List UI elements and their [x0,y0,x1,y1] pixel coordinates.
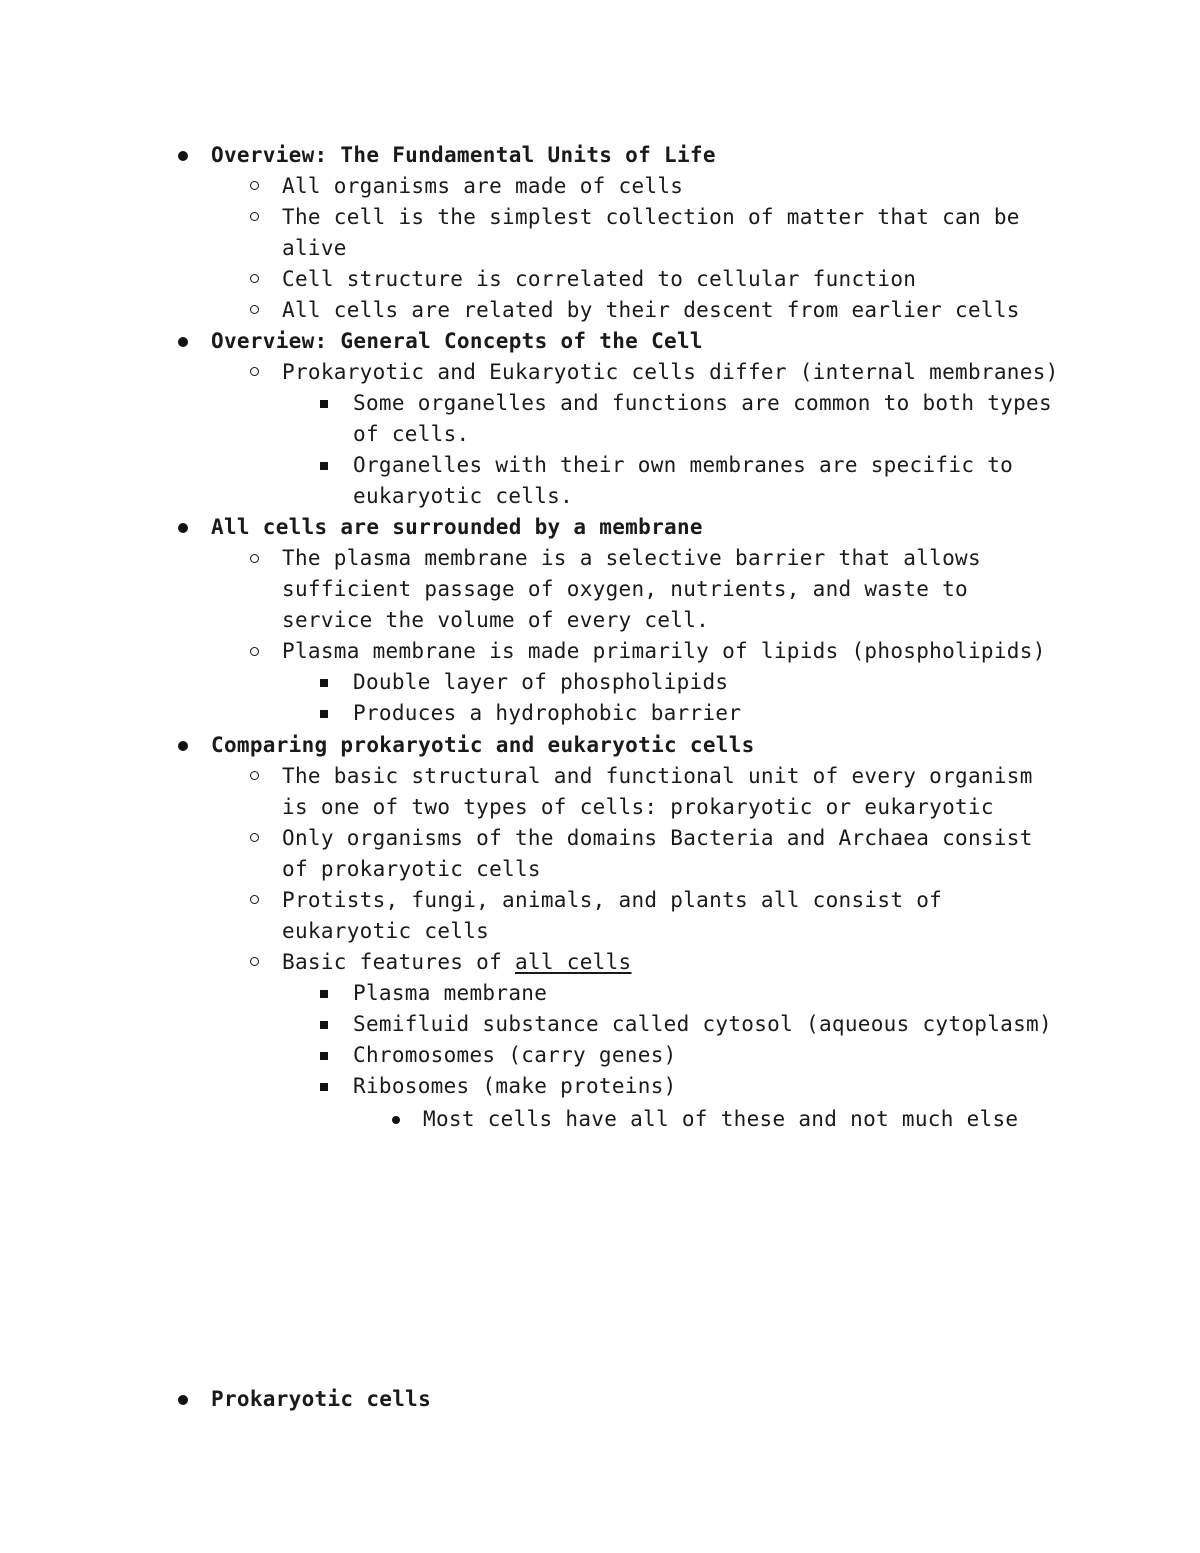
list-item: Protists, fungi, animals, and plants all consist of [282,888,943,912]
list-item-continuation: is one of two types of cells: prokaryotic or eukaryotic [282,795,994,819]
level2-bullet [250,771,259,780]
list-item-continuation: of prokaryotic cells [282,857,541,881]
list-item: Some organelles and functions are common to both types [353,391,1052,415]
level2-bullet [250,181,259,190]
list-item: Prokaryotic and Eukaryotic cells differ (internal membranes) [282,360,1059,384]
heading-overview-units: Overview: The Fundamental Units of Life [211,143,716,167]
list-item-continuation: alive [282,236,347,260]
list-item: Only organisms of the domains Bacteria and Archaea consist [282,826,1033,850]
list-item-continuation: service the volume of every cell. [282,608,710,632]
underlined-text: all cells [514,950,632,974]
list-item: Ribosomes (make proteins) [353,1074,677,1098]
level4-bullet [392,1116,400,1124]
level1-bullet [178,151,188,161]
list-item: The basic structural and functional unit of every organism [282,764,1033,788]
heading-general-concepts: Overview: General Concepts of the Cell [211,329,703,353]
list-item: Chromosomes (carry genes) [353,1043,677,1067]
level3-bullet [320,1052,328,1060]
level2-bullet [250,957,259,966]
level2-bullet [250,212,259,221]
list-item: Plasma membrane is made primarily of lipids (phospholipids) [282,639,1046,663]
level2-bullet [250,895,259,904]
heading-prokaryotic-cells: Prokaryotic cells [211,1387,432,1411]
level1-bullet [178,337,188,347]
list-item-continuation: eukaryotic cells [282,919,490,943]
list-item: Produces a hydrophobic barrier [353,701,742,725]
level2-bullet [250,274,259,283]
list-item: Semifluid substance called cytosol (aqueous cytoplasm) [353,1012,1052,1036]
level3-bullet [320,679,328,687]
level2-bullet [250,554,259,563]
level1-bullet [178,523,188,533]
heading-membrane: All cells are surrounded by a membrane [211,515,703,539]
level2-bullet [250,367,259,376]
level3-bullet [320,400,328,408]
list-item-basic-features [282,947,631,978]
level3-bullet [320,1021,328,1029]
level1-bullet [178,1395,188,1405]
list-item: Double layer of phospholipids [353,670,729,694]
list-item-text: Basic features of [282,950,515,974]
list-item: Organelles with their own membranes are specific to [353,453,1014,477]
list-item-continuation: of cells. [353,422,470,446]
level3-bullet [320,462,328,470]
list-item: All organisms are made of cells [282,174,684,198]
list-item: The plasma membrane is a selective barrier that allows [282,546,981,570]
level2-bullet [250,647,259,656]
list-item: Most cells have all of these and not much else [423,1107,1019,1131]
level2-bullet [250,305,259,314]
list-item: Plasma membrane [353,981,548,1005]
heading-comparing: Comparing prokaryotic and eukaryotic cells [211,733,755,757]
list-item: All cells are related by their descent from earlier cells [282,298,1020,322]
list-item-continuation: eukaryotic cells. [353,484,574,508]
list-item: Cell structure is correlated to cellular function [282,267,917,291]
level3-bullet [320,1083,328,1091]
list-item-continuation: sufficient passage of oxygen, nutrients, and waste to [282,577,968,601]
list-item: The cell is the simplest collection of matter that can be [282,205,1020,229]
level3-bullet [320,990,328,998]
level2-bullet [250,833,259,842]
level1-bullet [178,741,188,751]
level3-bullet [320,710,328,718]
